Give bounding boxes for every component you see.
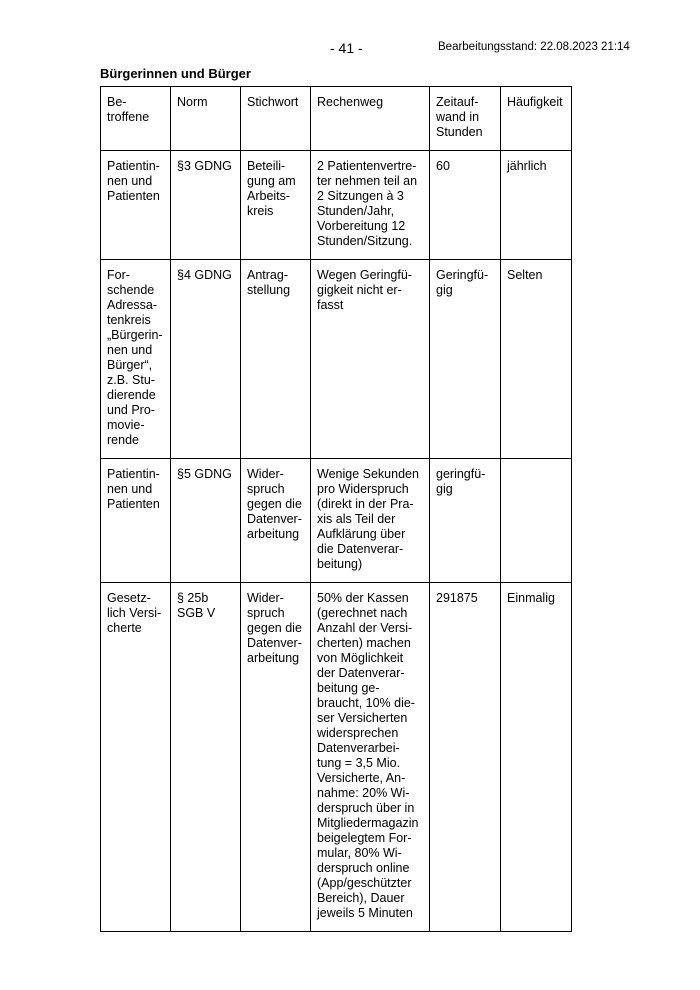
table-cell: §5 GDNG [171,459,241,583]
header-cell: Rechenweg [311,87,430,151]
cost-table [100,86,572,932]
table-row [101,583,572,932]
header-cell: Norm [171,87,241,151]
section-title: Bürgerinnen und Bürger [100,66,251,81]
header-cell: Stichwort [241,87,311,151]
table-cell [501,459,572,583]
table-cell: Patientin- nen und Patienten [101,151,171,260]
table-cell: For- schende Adressa- tenkreis „Bürgerin- nen und Bürger“, z.B. Stu- dierende und Pro- movie- rende [101,260,171,459]
revision-status: Bearbeitungsstand: 22.08.2023 21:14 [438,41,630,53]
table-cell: Gesetz- lich Versi- cherte [101,583,171,932]
table-cell: 50% der Kassen (gerechnet nach Anzahl der Versi- cherten) machen von Möglichkeit der Datenverar- beitung ge- braucht, 10% die- ser Versicherten widersprechen Datenverarbei- tung = 3,5 Mio. Versicherte, An- nahme: 20% Wi- derspruch über in Mitgliedermagazin beigelegtem For- mular, 80% Wi- derspruch online (App/geschützter Bereich), Dauer jeweils 5 Minuten [311,583,430,932]
header-cell: Be- troffene [101,87,171,151]
table-cell: § 25b SGB V [171,583,241,932]
table-cell: 2 Patientenvertre- ter nehmen teil an 2 Sitzungen à 3 Stunden/Jahr, Vorbereitung 12 Stunden/Sitzung. [311,151,430,260]
table-cell: geringfü- gig [430,459,501,583]
table-cell: Wider- spruch gegen die Datenver- arbeitung [241,583,311,932]
table-cell: jährlich [501,151,572,260]
table-row [101,151,572,260]
table-cell: Antrag- stellung [241,260,311,459]
table-cell: 60 [430,151,501,260]
header-cell: Zeitauf- wand in Stunden [430,87,501,151]
table-cell: Geringfü- gig [430,260,501,459]
table-cell: Wenige Sekunden pro Widerspruch (direkt in der Pra- xis als Teil der Aufklärung über die Datenverar- beitung) [311,459,430,583]
page-number: - 41 - [330,40,363,56]
table-cell: Einmalig [501,583,572,932]
table-cell: §4 GDNG [171,260,241,459]
table-row [101,459,572,583]
table-cell: Beteili- gung am Arbeits- kreis [241,151,311,260]
table-cell: 291875 [430,583,501,932]
table-cell: Wider- spruch gegen die Datenver- arbeitung [241,459,311,583]
table-cell: §3 GDNG [171,151,241,260]
table-header-row [101,87,572,151]
table-cell: Wegen Geringfü- gigkeit nicht er- fasst [311,260,430,459]
table-row [101,260,572,459]
table-cell: Patientin- nen und Patienten [101,459,171,583]
table-cell: Selten [501,260,572,459]
header-cell: Häufigkeit [501,87,572,151]
